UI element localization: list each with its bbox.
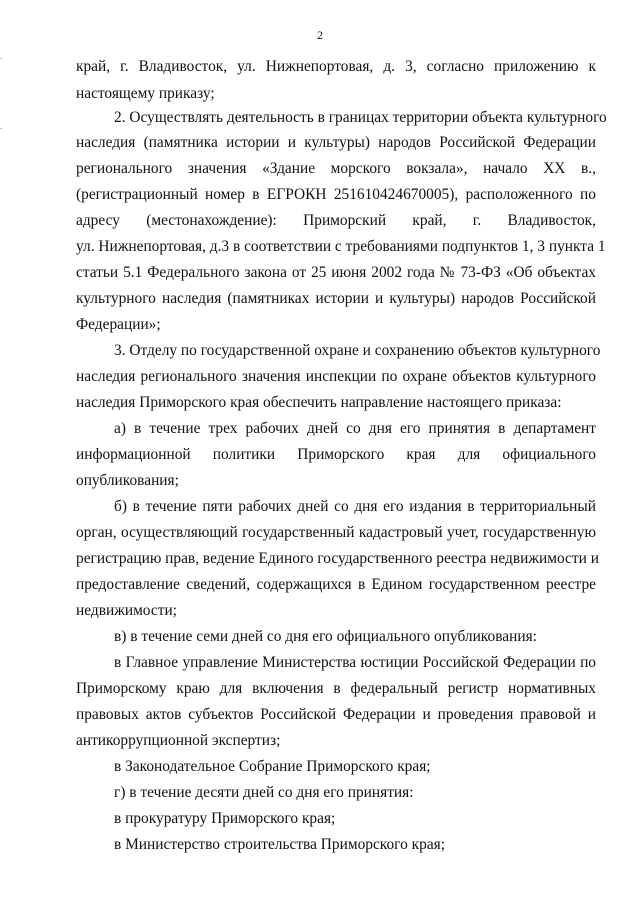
text-line: в Министерство строительства Приморского края; (114, 836, 446, 853)
text-line: наследия (памятника истории и культуры) народов Российской Федерации (76, 134, 596, 151)
text-line: культурного наследия (памятниках истории и культуры) народов Российской (76, 290, 596, 307)
text-line: в Законодательное Собрание Приморского края; (114, 758, 431, 775)
text-line: Приморскому краю для включения в федеральный регистр нормативных (76, 680, 596, 697)
text-line: 2. Осуществлять деятельность в границах территории объекта культурного (114, 109, 607, 126)
text-line: (регистрационный номер в ЕГРОКН 251610424670005), расположенного по (76, 186, 596, 203)
text-line: антикоррупционной экспертиз; (76, 732, 281, 749)
text-line: наследия регионального значения инспекции по охране объектов культурного (76, 368, 596, 385)
text-line: в прокуратуру Приморского края; (114, 810, 336, 827)
text-line: информационной политики Приморского края для официального (76, 446, 596, 463)
text-line: край, г. Владивосток, ул. Нижнепортовая, д. 3, согласно приложению к (76, 58, 596, 75)
scan-edge-mark (0, 128, 2, 129)
text-line: орган, осуществляющий государственный кадастровый учет, государственную (76, 524, 596, 541)
text-line: наследия Приморского края обеспечить направление настоящего приказа: (76, 394, 562, 411)
text-line: а) в течение трех рабочих дней со дня его принятия в департамент (114, 420, 596, 437)
text-line: в Главное управление Министерства юстиции Российской Федерации по (114, 654, 596, 671)
text-line: статьи 5.1 Федерального закона от 25 июня 2002 года № 73-ФЗ «Об объектах (76, 264, 596, 281)
text-line: б) в течение пяти рабочих дней со дня его издания в территориальный (114, 498, 596, 515)
text-line: 3. Отделу по государственной охране и сохранению объектов культурного (114, 342, 601, 359)
page-number: 2 (317, 28, 323, 42)
text-line: недвижимости; (76, 602, 177, 619)
text-line: регистрацию прав, ведение Единого государственного реестра недвижимости и (76, 550, 599, 567)
text-line: ул. Нижнепортовая, д.3 в соответствии с требованиями подпунктов 1, 3 пункта 1 (76, 238, 606, 255)
scan-edge-mark (0, 58, 2, 59)
text-line: регионального значения «Здание морского вокзала», начало XX в., (76, 160, 596, 177)
text-line: Федерации»; (76, 316, 161, 333)
text-line: правовых актов субъектов Российской Федерации и проведения правовой и (76, 706, 596, 723)
text-line: адресу (местонахождение): Приморский край, г. Владивосток, (76, 212, 596, 229)
text-line: г) в течение десяти дней со дня его принятия: (114, 784, 414, 801)
text-line: в) в течение семи дней со дня его официального опубликования: (114, 628, 537, 645)
text-line: настоящему приказу; (76, 85, 215, 102)
text-line: опубликования; (76, 472, 179, 489)
text-line: предоставление сведений, содержащихся в Едином государственном реестре (76, 576, 596, 593)
